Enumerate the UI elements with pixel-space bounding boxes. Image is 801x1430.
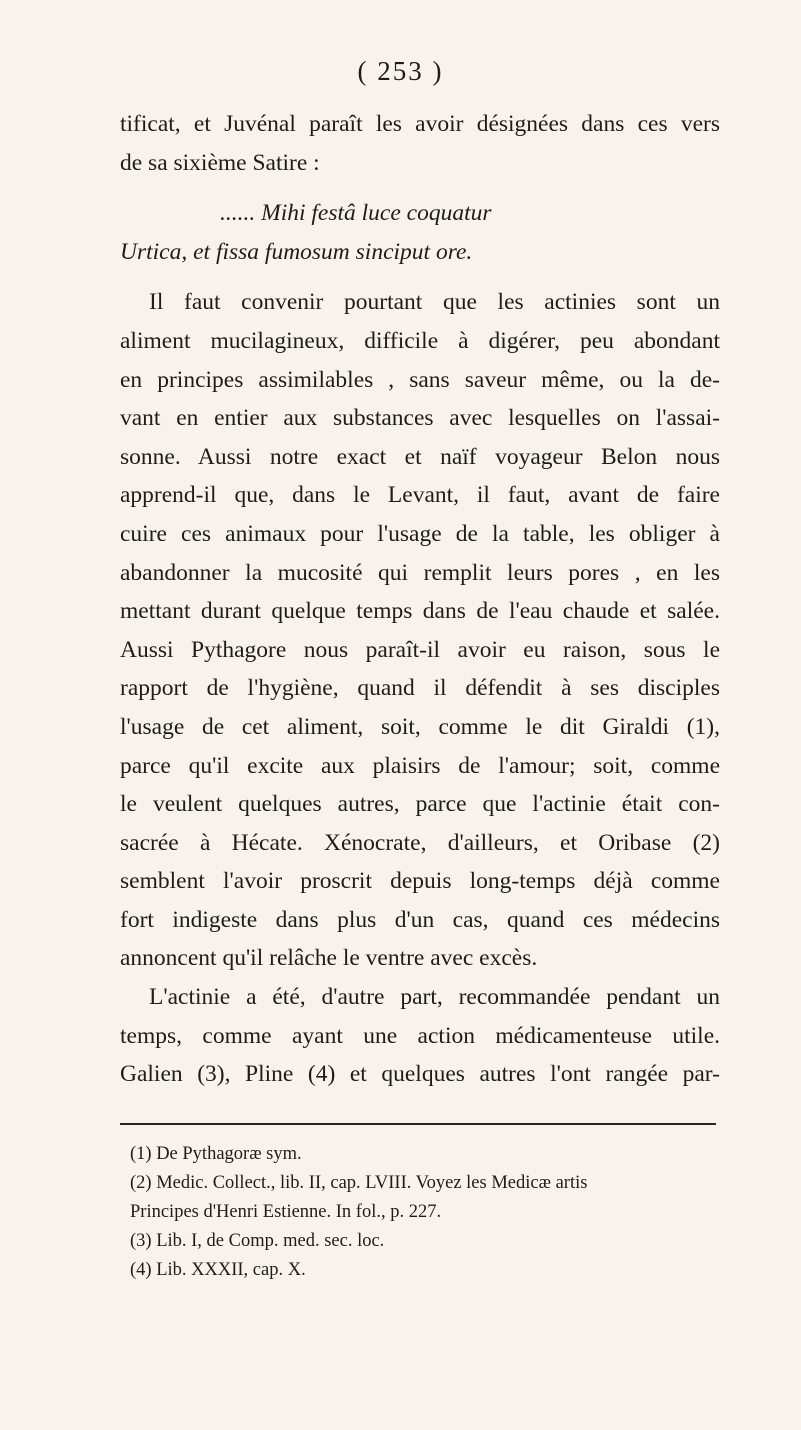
- text-line: le veulent quelques autres, parce que l'actinie était con-: [120, 791, 720, 818]
- text-line: aliment mucilagineux, difficile à digérer, peu abondant: [120, 327, 720, 354]
- text-line: cuire ces animaux pour l'usage de la table, les obliger à: [120, 520, 720, 547]
- verse-line: ...... Mihi festâ luce coquatur: [220, 200, 492, 227]
- text-line: semblent l'avoir proscrit depuis long-temps déjà comme: [120, 868, 720, 895]
- footnote: (3) Lib. I, de Comp. med. sec. loc.: [130, 1231, 385, 1251]
- text-line: apprend-il que, dans le Levant, il faut, avant de faire: [120, 482, 720, 509]
- footnote: (2) Medic. Collect., lib. II, cap. LVIII. Voyez les Medicæ artis: [130, 1173, 588, 1193]
- text-line: parce qu'il excite aux plaisirs de l'amour; soit, comme: [120, 752, 720, 779]
- footnote: (4) Lib. XXXII, cap. X.: [130, 1260, 306, 1280]
- text-line: annoncent qu'il relâche le ventre avec excès.: [120, 945, 538, 972]
- text-line: Galien (3), Pline (4) et quelques autres l'ont rangée par-: [120, 1061, 720, 1088]
- footnote: (1) De Pythagoræ sym.: [130, 1144, 302, 1164]
- text-line: fort indigeste dans plus d'un cas, quand ces médecins: [120, 906, 720, 933]
- text-line: tificat, et Juvénal paraît les avoir désignées dans ces vers: [120, 111, 720, 137]
- text-line: Il faut convenir pourtant que les actinies sont un: [149, 289, 720, 316]
- text-line: temps, comme ayant une action médicamenteuse utile.: [120, 1022, 720, 1049]
- text-line: vant en entier aux substances avec lesquelles on l'assai-: [120, 405, 720, 432]
- page-number: ( 253 ): [357, 56, 444, 86]
- main-text: [120, 105, 720, 1094]
- text-line: l'usage de cet aliment, soit, comme le dit Giraldi (1),: [120, 713, 720, 740]
- text-line: rapport de l'hygiène, quand il défendit à ses disciples: [120, 675, 720, 702]
- text-line: L'actinie a été, d'autre part, recommandée pendant un: [149, 984, 720, 1011]
- footnote-divider: [120, 1123, 716, 1125]
- text-line: en principes assimilables , sans saveur même, ou la de-: [120, 366, 720, 393]
- verse-line: Urtica, et fissa fumosum sinciput ore.: [120, 238, 473, 265]
- text-line: Aussi Pythagore nous paraît-il avoir eu raison, sous le: [120, 636, 720, 663]
- text-line: sacrée à Hécate. Xénocrate, d'ailleurs, et Oribase (2): [120, 829, 720, 856]
- text-line: abandonner la mucosité qui remplit leurs pores , en les: [120, 559, 720, 586]
- footnote: Principes d'Henri Estienne. In fol., p. 227.: [130, 1202, 442, 1222]
- text-line: de sa sixième Satire :: [120, 149, 320, 176]
- text-line: sonne. Aussi notre exact et naïf voyageur Belon nous: [120, 443, 720, 470]
- text-line: mettant durant quelque temps dans de l'eau chaude et salée.: [120, 598, 720, 625]
- footnotes: [130, 1140, 720, 1285]
